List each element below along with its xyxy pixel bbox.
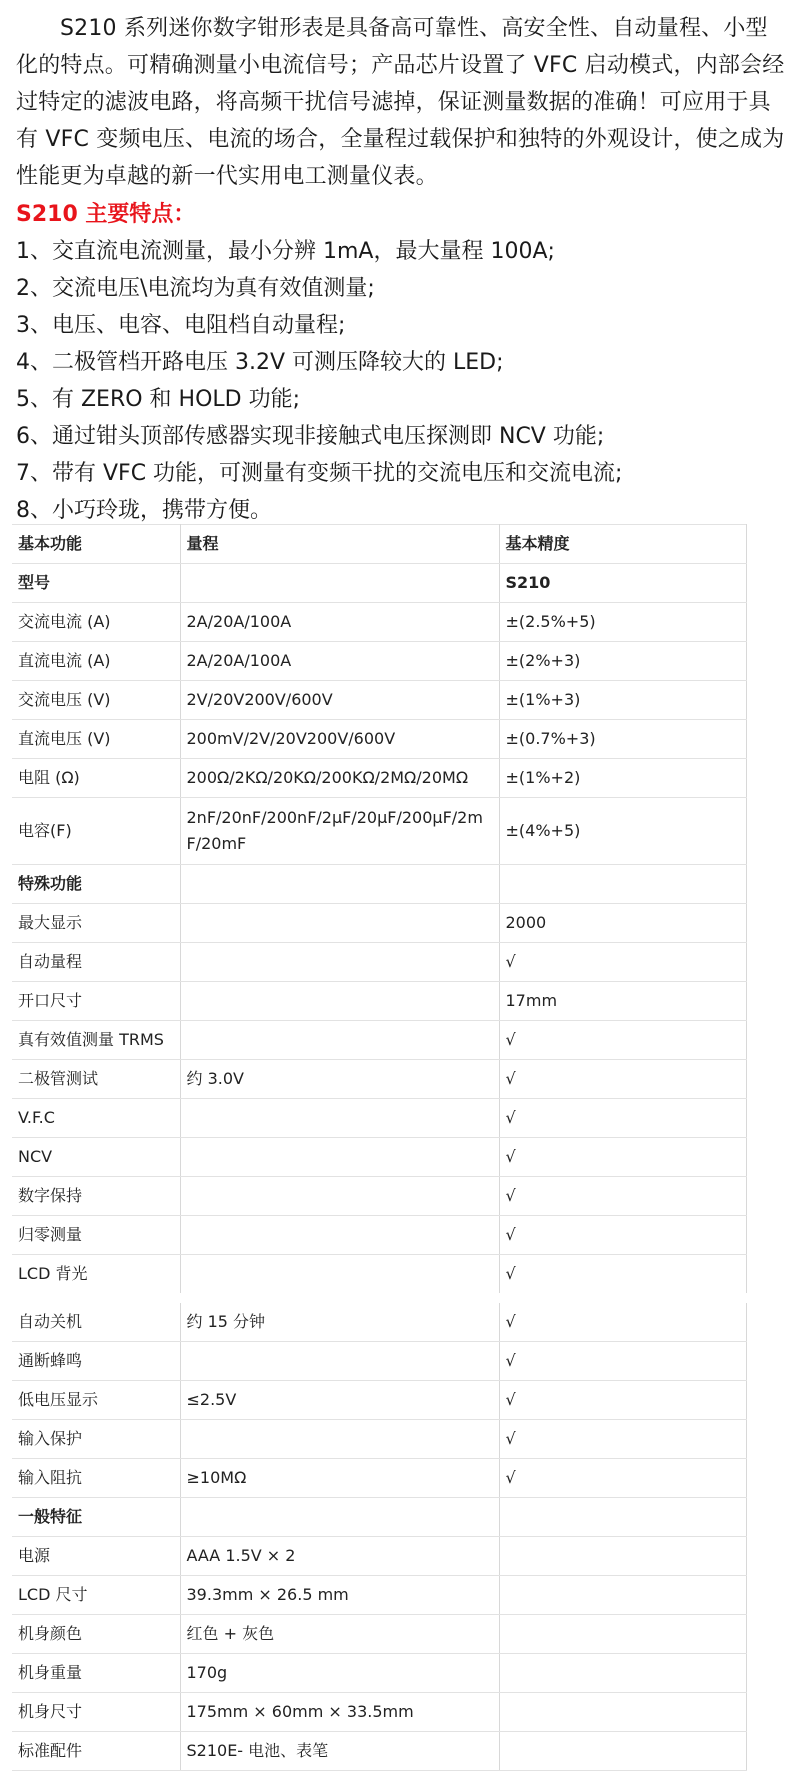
table-cell: 约 15 分钟 (180, 1298, 499, 1342)
table-cell (499, 1693, 746, 1732)
table-cell: S210 (499, 564, 746, 603)
table-cell (499, 1654, 746, 1693)
feature-item: 8、小巧玲珑，携带方便。 (16, 498, 272, 523)
table-cell: 电阻 (Ω) (12, 759, 180, 798)
table-cell (499, 1732, 746, 1771)
table-cell: ±(0.7%+3) (499, 720, 746, 759)
feature-item: 5、有 ZERO 和 HOLD 功能; (16, 387, 301, 412)
table-cell: 数字保持 (12, 1177, 180, 1216)
table-cell: 通断蜂鸣 (12, 1342, 180, 1381)
table-cell: 交流电压 (V) (12, 681, 180, 720)
features-list (16, 233, 622, 529)
table-cell: 直流电流 (A) (12, 642, 180, 681)
table-cell (499, 1498, 746, 1537)
table-cell (180, 564, 499, 603)
table-cell: 2A/20A/100A (180, 603, 499, 642)
feature-item: 7、带有 VFC 功能，可测量有变频干扰的交流电压和交流电流; (16, 461, 623, 486)
table-row (12, 1693, 746, 1732)
table-cell (180, 943, 499, 982)
feature-item: 4、二极管档开路电压 3.2V 可测压降较大的 LED; (16, 350, 504, 375)
table-cell: √ (499, 1342, 746, 1381)
table-row (12, 564, 746, 603)
table-cell: AAA 1.5V × 2 (180, 1537, 499, 1576)
table-row (12, 1099, 746, 1138)
table-cell (499, 1537, 746, 1576)
table-cell (180, 1420, 499, 1459)
table-cell: 红色 + 灰色 (180, 1615, 499, 1654)
table-cell: 真有效值测量 TRMS (12, 1021, 180, 1060)
table-cell: 输入阻抗 (12, 1459, 180, 1498)
table-cell: 机身尺寸 (12, 1693, 180, 1732)
table-cell: √ (499, 1060, 746, 1099)
table-cell: 电容(F) (12, 798, 180, 865)
table-cell: LCD 尺寸 (12, 1576, 180, 1615)
table-cell: 特殊功能 (12, 865, 180, 904)
table-cell: 2000 (499, 904, 746, 943)
table-row (12, 982, 746, 1021)
table-cell: 自动关机 (12, 1298, 180, 1342)
table-cell: 2nF/20nF/200nF/2μF/20μF/200μF/2mF/20mF (180, 798, 499, 865)
table-cell (180, 1498, 499, 1537)
table-row (12, 681, 746, 720)
table-row (12, 1615, 746, 1654)
table-row (12, 642, 746, 681)
table-cell: NCV (12, 1138, 180, 1177)
table-row (12, 1576, 746, 1615)
table-row (12, 720, 746, 759)
table-cell: ±(1%+3) (499, 681, 746, 720)
table-cell: 开口尺寸 (12, 982, 180, 1021)
table-cell (180, 1177, 499, 1216)
table-cell (180, 982, 499, 1021)
table-cell: ±(2%+3) (499, 642, 746, 681)
table-row (12, 603, 746, 642)
table-cell: S210E- 电池、表笔 (180, 1732, 499, 1771)
table-cell: √ (499, 1177, 746, 1216)
table-row (12, 1342, 746, 1381)
table-cell: 低电压显示 (12, 1381, 180, 1420)
table-cell: 200mV/2V/20V200V/600V (180, 720, 499, 759)
table-cell (180, 865, 499, 904)
header-cell-function: 基本功能 (12, 525, 180, 564)
table-row (12, 1420, 746, 1459)
table-cell: √ (499, 1381, 746, 1420)
table-header-row (12, 525, 746, 564)
table-cell: √ (499, 1021, 746, 1060)
table-row (12, 943, 746, 982)
table-cell: √ (499, 1216, 746, 1255)
table-cell: 2A/20A/100A (180, 642, 499, 681)
table-cell: ≤2.5V (180, 1381, 499, 1420)
table-cell: ±(1%+2) (499, 759, 746, 798)
feature-item: 6、通过钳头顶部传感器实现非接触式电压探测即 NCV 功能; (16, 424, 605, 449)
table-row (12, 1298, 746, 1342)
table-cell: 170g (180, 1654, 499, 1693)
table-cell: 一般特征 (12, 1498, 180, 1537)
table-row (12, 798, 746, 865)
table-cell: 标准配件 (12, 1732, 180, 1771)
header-cell-accuracy: 基本精度 (499, 525, 746, 564)
table-cell: 17mm (499, 982, 746, 1021)
table-cell: √ (499, 943, 746, 982)
table-cell: 约 3.0V (180, 1060, 499, 1099)
table-row (12, 1732, 746, 1771)
table-cell: 175mm × 60mm × 33.5mm (180, 1693, 499, 1732)
table-cell (180, 1216, 499, 1255)
features-heading: S210 主要特点： (16, 202, 196, 227)
table-cell (180, 1099, 499, 1138)
feature-item: 3、电压、电容、电阻档自动量程; (16, 313, 346, 338)
table-cell: √ (499, 1298, 746, 1342)
table-cell: V.F.C (12, 1099, 180, 1138)
table-cell: √ (499, 1138, 746, 1177)
table-cell (499, 1576, 746, 1615)
section-row-special (12, 865, 746, 904)
table-cell: 二极管测试 (12, 1060, 180, 1099)
table-cell (499, 1615, 746, 1654)
table-cell (180, 1255, 499, 1299)
table-row (12, 904, 746, 943)
table-cell (180, 904, 499, 943)
table-cell: 交流电流 (A) (12, 603, 180, 642)
table-cell: 直流电压 (V) (12, 720, 180, 759)
table-row (12, 1381, 746, 1420)
table-cell: ±(4%+5) (499, 798, 746, 865)
table-cell (180, 1342, 499, 1381)
table-cell: 最大显示 (12, 904, 180, 943)
table-cell: ≥10MΩ (180, 1459, 499, 1498)
table-cell: 型号 (12, 564, 180, 603)
table-cell: √ (499, 1255, 746, 1299)
table-row (12, 1021, 746, 1060)
table-row (12, 1177, 746, 1216)
feature-item: 2、交流电压\电流均为真有效值测量; (16, 276, 375, 301)
table-cell (180, 1138, 499, 1177)
table-cell: √ (499, 1099, 746, 1138)
table-cell (180, 1021, 499, 1060)
section-row-general (12, 1498, 746, 1537)
spec-table (12, 524, 747, 1771)
intro-paragraph: S210 系列迷你数字钳形表是具备高可靠性、高安全性、自动量程、小型化的特点。可精确测量小电流信号；产品芯片设置了 VFC 启动模式，内部会经过特定的滤波电路，将高频干扰信号滤掉，保证测量数据的准确！可应用于具有 VFC 变频电压、电流的场合，全量程过载保护和独特的外观设计，使之成为性能更为卓越的新一代实用电工测量仪表。 (16, 16, 785, 189)
table-cell: 输入保护 (12, 1420, 180, 1459)
feature-item: 1、交直流电流测量，最小分辨 1mA，最大量程 100A; (16, 239, 555, 264)
table-cell: 机身重量 (12, 1654, 180, 1693)
table-cell (499, 865, 746, 904)
table-row (12, 1459, 746, 1498)
table-cell: 200Ω/2KΩ/20KΩ/200KΩ/2MΩ/20MΩ (180, 759, 499, 798)
table-cell: 机身颜色 (12, 1615, 180, 1654)
table-cell: √ (499, 1420, 746, 1459)
table-row (12, 1216, 746, 1255)
table-row (12, 1537, 746, 1576)
table-cell: ±(2.5%+5) (499, 603, 746, 642)
table-row (12, 1654, 746, 1693)
table-cell: 39.3mm × 26.5 mm (180, 1576, 499, 1615)
table-cell: 自动量程 (12, 943, 180, 982)
table-cell: √ (499, 1459, 746, 1498)
table-row (12, 759, 746, 798)
table-cell: 电源 (12, 1537, 180, 1576)
table-row (12, 1138, 746, 1177)
table-row (12, 1060, 746, 1099)
table-cell: 2V/20V200V/600V (180, 681, 499, 720)
table-cell: LCD 背光 (12, 1255, 180, 1299)
table-cell: 归零测量 (12, 1216, 180, 1255)
table-row (12, 1255, 746, 1299)
header-cell-range: 量程 (180, 525, 499, 564)
